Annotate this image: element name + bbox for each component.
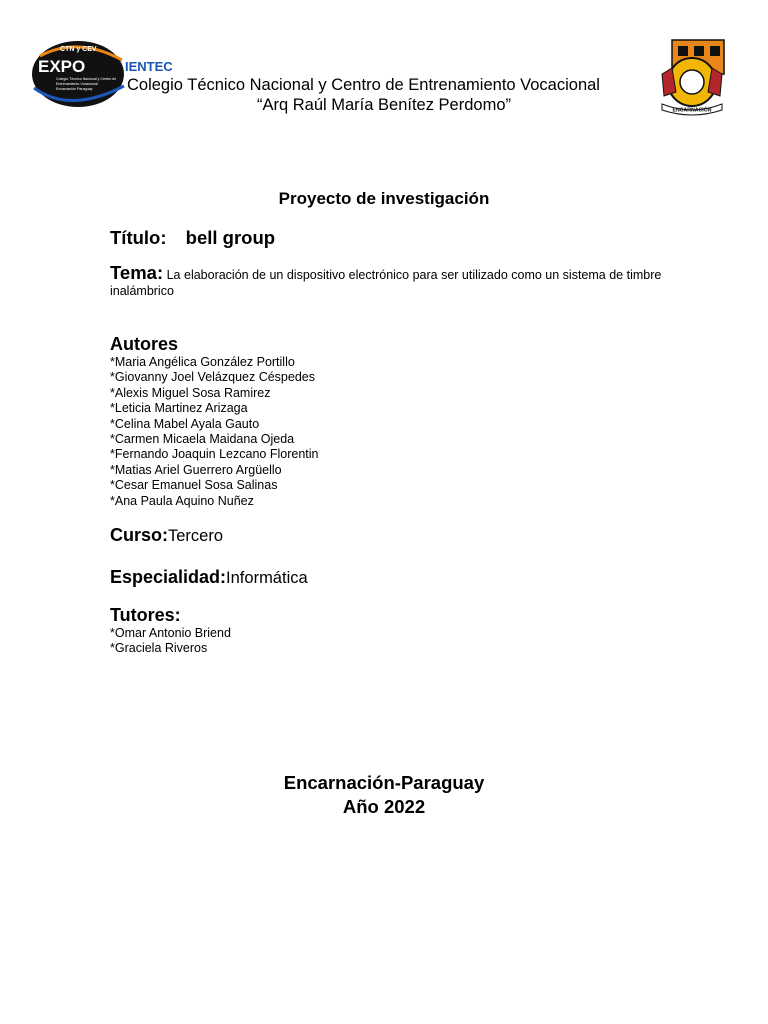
crest-gear-center	[680, 70, 704, 94]
list-item: *Cesar Emanuel Sosa Salinas	[110, 478, 278, 493]
list-item: *Maria Angélica González Portillo	[110, 355, 295, 369]
logo-badge-text: CTN y CEV	[60, 46, 97, 53]
authors-section	[110, 334, 318, 509]
logo-small-text-2: Entrenamiento Vocacional	[56, 82, 98, 86]
crest-window-2	[694, 46, 704, 56]
title-value: bell group	[185, 227, 276, 248]
tutors-list	[110, 626, 231, 657]
document-type-heading: Proyecto de investigación	[278, 189, 490, 208]
tema-block	[110, 262, 670, 299]
curso-label: Curso:	[110, 525, 168, 545]
tema-label: Tema:	[110, 262, 164, 283]
list-item: *Leticia Martinez Arizaga	[110, 401, 248, 416]
especialidad-row	[110, 567, 308, 588]
especialidad-label: Especialidad:	[110, 567, 227, 587]
tutors-section	[110, 605, 231, 657]
crest-window-3	[710, 46, 720, 56]
especialidad-value: Informática	[226, 569, 308, 587]
authors-label: Autores	[110, 334, 179, 354]
title-label: Título:	[110, 227, 167, 248]
list-item: *Matias Ariel Guerrero Argüello	[110, 462, 282, 477]
title-row	[110, 227, 275, 249]
curso-row	[110, 525, 223, 546]
list-item: *Alexis Miguel Sosa Ramirez	[110, 385, 271, 400]
logo-small-text-3: Encarnación Paraguay	[56, 87, 93, 91]
authors-list	[110, 355, 318, 509]
tutors-label: Tutores:	[110, 605, 181, 625]
school-crest-graphic	[654, 38, 730, 116]
list-item: *Giovanny Joel Velázquez Céspedes	[110, 370, 315, 385]
school-name: Colegio Técnico Nacional y Centro de Entrenamiento Vocacional	[127, 76, 600, 94]
school-crest-logo	[654, 38, 730, 116]
crest-window-1	[678, 46, 688, 56]
list-item: *Carmen Micaela Maidana Ojeda	[110, 432, 295, 447]
logo-brand-left: EXPO	[38, 57, 86, 76]
list-item: *Celina Mabel Ayala Gauto	[110, 416, 260, 431]
crest-banner-text: ENCARNACIÓN	[672, 107, 712, 114]
footer-place: Encarnación-Paraguay	[283, 772, 485, 793]
footer-year: Año 2022	[342, 796, 426, 817]
logo-brand-right: IENTEC	[125, 59, 173, 74]
tema-value: La elaboración de un dispositivo electrónico para ser utilizado como un sistema de timbre inalámbrico	[110, 268, 662, 298]
list-item: *Graciela Riveros	[110, 641, 208, 656]
logo-small-text-1: Colegio Técnico Nacional y Centro de	[56, 77, 117, 81]
school-subname: “Arq Raúl María Benítez Perdomo”	[256, 96, 512, 114]
list-item: *Fernando Joaquin Lezcano Florentin	[110, 447, 319, 462]
curso-value: Tercero	[168, 527, 224, 545]
list-item: *Ana Paula Aquino Nuñez	[110, 493, 254, 508]
list-item: *Omar Antonio Briend	[110, 626, 231, 640]
